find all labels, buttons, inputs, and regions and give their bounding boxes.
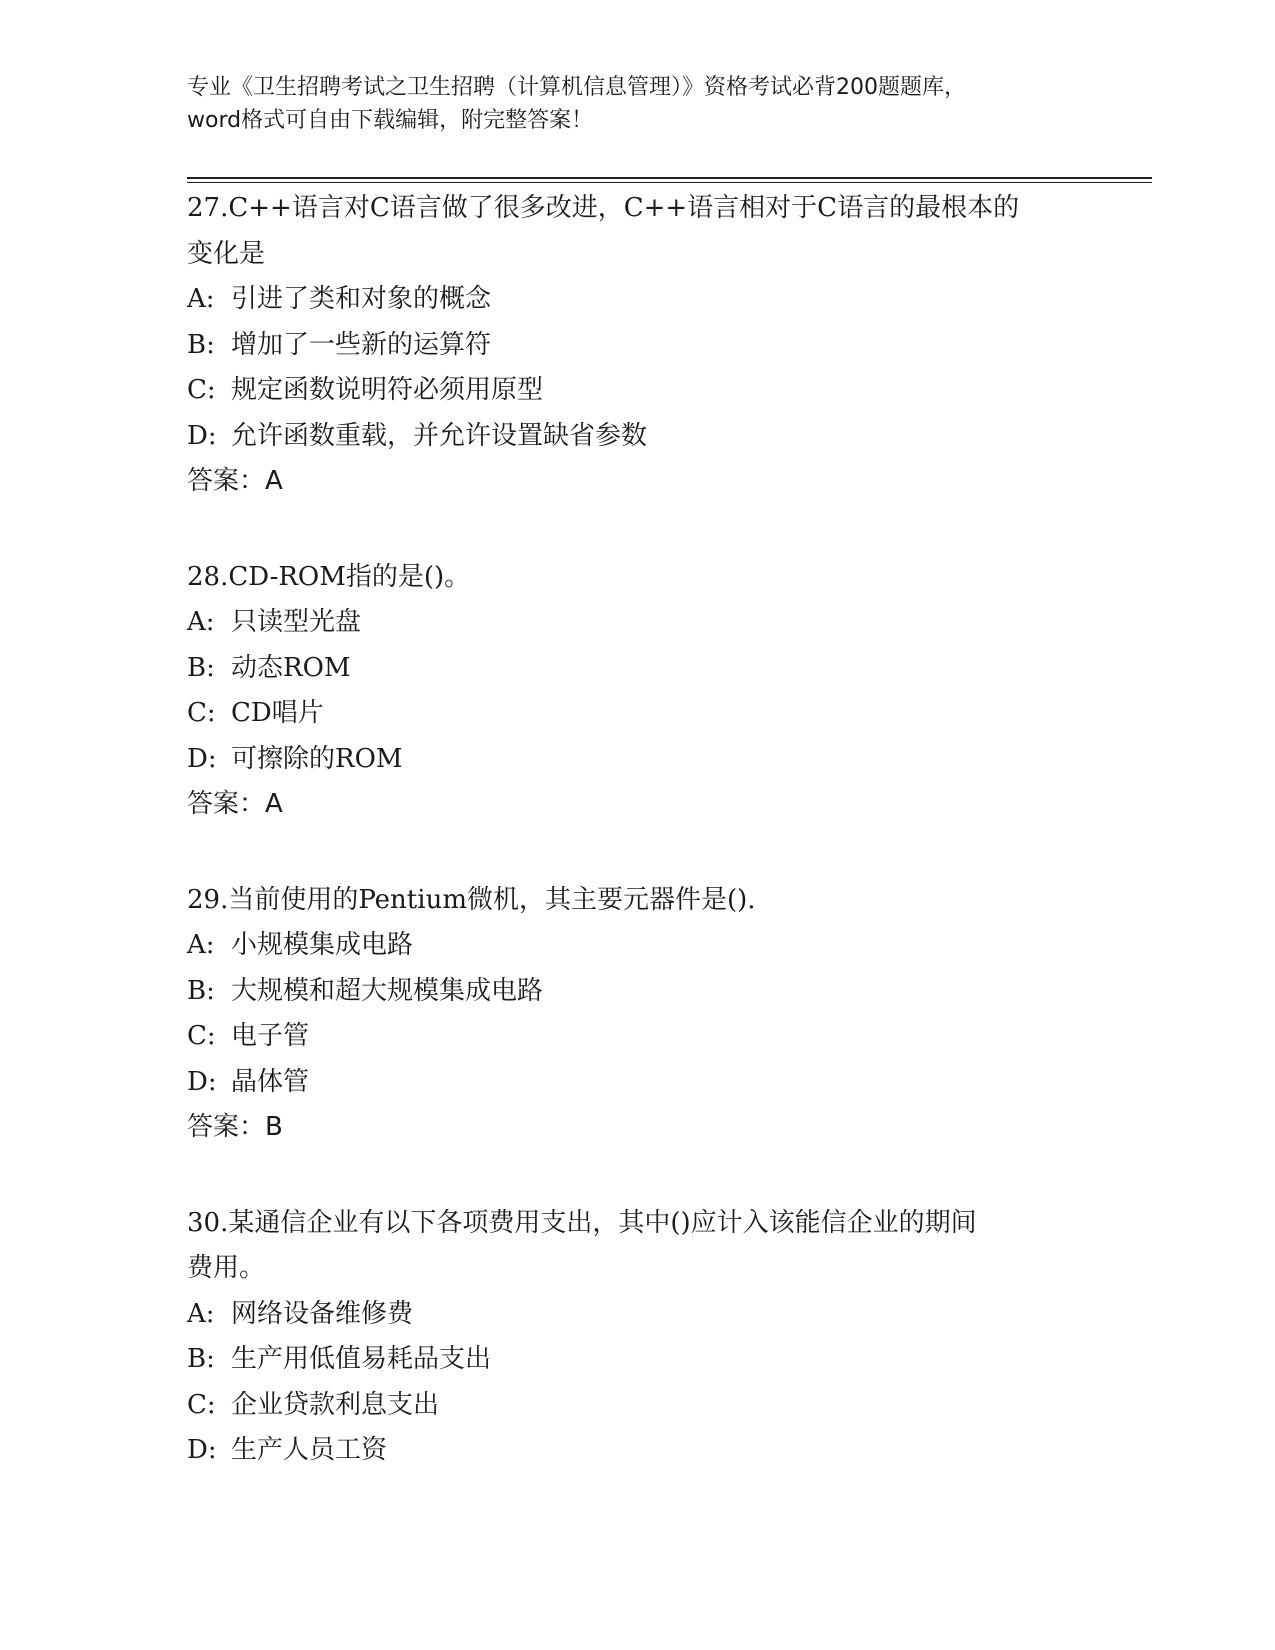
header-divider-thick xyxy=(187,177,1152,179)
option-text: 动态ROM xyxy=(231,652,351,683)
option-letter: A: xyxy=(187,1298,215,1329)
option-text: 大规模和超大规模集成电路 xyxy=(231,975,544,1006)
option-a xyxy=(187,600,1087,646)
answer-line: 答案：A xyxy=(187,466,283,496)
option-letter: C: xyxy=(187,1021,216,1051)
answer-line: 答案：A xyxy=(187,789,283,819)
question-stem-line: 28.CD-ROM指的是()。 xyxy=(187,561,471,592)
option-letter: D: xyxy=(187,1066,217,1097)
option-letter: D: xyxy=(187,1435,217,1465)
option-text: 小规模集成电路 xyxy=(231,930,414,960)
option-b xyxy=(187,646,1087,692)
question-stem xyxy=(187,186,1087,277)
question-stem xyxy=(187,1201,1087,1292)
option-text: 增加了一些新的运算符 xyxy=(231,329,492,360)
question-list xyxy=(187,186,1087,1524)
answer-line: 答案：B xyxy=(187,1112,283,1142)
question-stem-line: 30.某通信企业有以下各项费用支出，其中()应计入该能信企业的期间 xyxy=(187,1207,977,1238)
option-text: 只读型光盘 xyxy=(231,607,362,637)
option-text: CD唱片 xyxy=(231,698,324,728)
question-stem xyxy=(187,555,1087,601)
option-a xyxy=(187,1292,1087,1338)
question-stem-line: 变化是 xyxy=(187,238,266,269)
option-c xyxy=(187,368,1087,414)
option-d xyxy=(187,414,1087,460)
option-text: 允许函数重载，并允许设置缺省参数 xyxy=(231,420,648,451)
option-letter: D: xyxy=(187,743,217,774)
header-line-1: 专业《卫生招聘考试之卫生招聘（计算机信息管理）》资格考试必背200题题库， xyxy=(187,75,966,100)
question-stem xyxy=(187,878,1087,924)
question-30 xyxy=(187,1201,1087,1474)
option-letter: B: xyxy=(187,329,215,360)
option-a xyxy=(187,923,1087,969)
option-d xyxy=(187,1060,1087,1106)
header-divider-thin xyxy=(187,182,1152,183)
option-letter: B: xyxy=(187,975,215,1006)
option-d xyxy=(187,1428,1087,1474)
option-text: 生产用低值易耗品支出 xyxy=(231,1344,492,1374)
question-28 xyxy=(187,555,1087,828)
question-stem-line: 29.当前使用的Pentium微机，其主要元器件是(). xyxy=(187,884,756,915)
option-letter: C: xyxy=(187,375,216,405)
option-letter: C: xyxy=(187,1389,216,1420)
option-b xyxy=(187,1337,1087,1383)
document-header xyxy=(187,71,1087,137)
option-text: 晶体管 xyxy=(231,1066,310,1097)
option-text: 电子管 xyxy=(231,1021,310,1051)
option-c xyxy=(187,1383,1087,1429)
option-c xyxy=(187,1014,1087,1060)
option-b xyxy=(187,969,1087,1015)
option-letter: A: xyxy=(187,284,215,314)
option-letter: B: xyxy=(187,652,215,683)
option-text: 引进了类和对象的概念 xyxy=(231,284,492,314)
option-a xyxy=(187,277,1087,323)
question-29 xyxy=(187,878,1087,1151)
option-letter: A: xyxy=(187,930,215,960)
question-stem-line: 费用。 xyxy=(187,1253,266,1283)
option-letter: C: xyxy=(187,698,216,728)
question-27 xyxy=(187,186,1087,505)
option-d xyxy=(187,737,1087,783)
option-letter: D: xyxy=(187,420,217,451)
option-text: 生产人员工资 xyxy=(231,1435,388,1465)
option-c xyxy=(187,691,1087,737)
option-letter: B: xyxy=(187,1344,215,1374)
header-line-2: word格式可自由下载编辑，附完整答案！ xyxy=(187,108,594,133)
option-text: 企业贷款利息支出 xyxy=(231,1389,440,1420)
option-text: 规定函数说明符必须用原型 xyxy=(231,375,544,405)
question-stem-line: 27.C++语言对C语言做了很多改进，C++语言相对于C语言的最根本的 xyxy=(187,193,1020,223)
option-b xyxy=(187,323,1087,369)
option-text: 网络设备维修费 xyxy=(231,1298,414,1329)
option-text: 可擦除的ROM xyxy=(231,743,403,774)
option-letter: A: xyxy=(187,607,215,637)
